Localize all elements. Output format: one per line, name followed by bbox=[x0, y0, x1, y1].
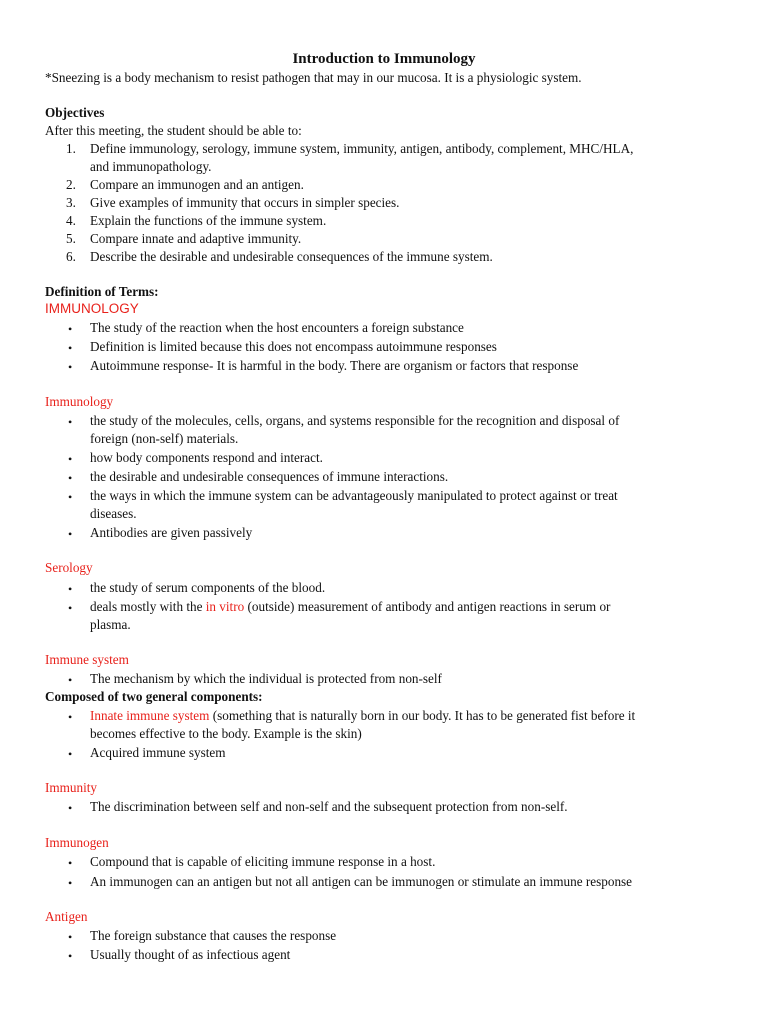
definition-text: The mechanism by which the individual is protected from non-self bbox=[90, 671, 442, 686]
objective-number: 2. bbox=[66, 177, 76, 192]
term-immunology-upper: IMMUNOLOGY bbox=[45, 301, 139, 316]
definition-text: becomes effective to the body. Example is the skin) bbox=[90, 726, 362, 741]
definition-text: Autoimmune response- It is harmful in the body. There are organism or factors that response bbox=[90, 358, 579, 373]
bullet-icon: • bbox=[68, 582, 73, 596]
definition-text: Definition is limited because this does not encompass autoimmune responses bbox=[90, 339, 497, 354]
objective-number: 6. bbox=[66, 249, 76, 264]
definition-text: the study of serum components of the blood. bbox=[90, 580, 326, 595]
term-immune-system: Immune system bbox=[45, 652, 129, 667]
definition-text: the desirable and undesirable consequences of immune interactions. bbox=[90, 469, 449, 484]
bullet-icon: • bbox=[68, 322, 73, 336]
bullet-icon: • bbox=[68, 747, 73, 761]
objective-text: Describe the desirable and undesirable consequences of the immune system. bbox=[90, 249, 493, 264]
definition-text: the study of the molecules, cells, organs, and systems responsible for the recognition and disposal of bbox=[90, 413, 620, 428]
definition-text: An immunogen can an antigen but not all antigen can be immunogen or stimulate an immune response bbox=[90, 874, 633, 889]
objective-text: Compare innate and adaptive immunity. bbox=[90, 231, 302, 246]
definition-text: Usually thought of as infectious agent bbox=[90, 947, 291, 962]
bullet-icon: • bbox=[68, 471, 73, 485]
text-run: deals mostly with the bbox=[90, 599, 206, 614]
objective-number: 1. bbox=[66, 141, 76, 156]
objective-text: Explain the functions of the immune system. bbox=[90, 213, 327, 228]
term-serology: Serology bbox=[45, 560, 93, 575]
objective-number: 5. bbox=[66, 231, 76, 246]
bullet-icon: • bbox=[68, 415, 73, 429]
term-antigen: Antigen bbox=[45, 909, 88, 924]
objective-text: and immunopathology. bbox=[90, 159, 212, 174]
definition-text bbox=[90, 598, 610, 616]
definition-text: Acquired immune system bbox=[90, 745, 226, 760]
term-immunology: Immunology bbox=[45, 394, 114, 409]
bullet-icon: • bbox=[68, 527, 73, 541]
objective-text: Compare an immunogen and an antigen. bbox=[90, 177, 304, 192]
definitions-heading: Definition of Terms: bbox=[45, 284, 159, 299]
bullet-icon: • bbox=[68, 876, 73, 890]
objective-text: Define immunology, serology, immune system, immunity, antigen, antibody, complement, MHC/HLA, bbox=[90, 141, 634, 156]
definition-text: Compound that is capable of eliciting immune response in a host. bbox=[90, 854, 436, 869]
bullet-icon: • bbox=[68, 360, 73, 374]
definition-text: Antibodies are given passively bbox=[90, 525, 253, 540]
bullet-icon: • bbox=[68, 673, 73, 687]
definition-text: how body components respond and interact. bbox=[90, 450, 323, 465]
text-run: (outside) measurement of antibody and antigen reactions in serum or bbox=[244, 599, 611, 614]
bullet-icon: • bbox=[68, 949, 73, 963]
objective-number: 4. bbox=[66, 213, 76, 228]
definition-text: foreign (non-self) materials. bbox=[90, 431, 239, 446]
components-heading: Composed of two general components: bbox=[45, 689, 263, 704]
bullet-icon: • bbox=[68, 341, 73, 355]
definition-text: diseases. bbox=[90, 506, 137, 521]
objectives-heading: Objectives bbox=[45, 105, 105, 120]
bullet-icon: • bbox=[68, 856, 73, 870]
definition-text: The foreign substance that causes the response bbox=[90, 928, 337, 943]
definition-text: plasma. bbox=[90, 617, 131, 632]
in-vitro-term: in vitro bbox=[205, 599, 245, 614]
innate-immune-term: Innate immune system bbox=[90, 708, 210, 723]
bullet-icon: • bbox=[68, 490, 73, 504]
objective-number: 3. bbox=[66, 195, 76, 210]
bullet-icon: • bbox=[68, 452, 73, 466]
bullet-icon: • bbox=[68, 801, 73, 815]
objective-text: Give examples of immunity that occurs in simpler species. bbox=[90, 195, 400, 210]
objectives-lead: After this meeting, the student should be able to: bbox=[45, 123, 302, 138]
definition-text: The discrimination between self and non-self and the subsequent protection from non-self. bbox=[90, 799, 568, 814]
definition-text: the ways in which the immune system can be advantageously manipulated to protect against or treat bbox=[90, 488, 618, 503]
bullet-icon: • bbox=[68, 710, 73, 724]
intro-note: *Sneezing is a body mechanism to resist pathogen that may in our mucosa. It is a physiologic system. bbox=[45, 70, 582, 85]
term-immunogen: Immunogen bbox=[45, 835, 109, 850]
document-title: Introduction to Immunology bbox=[292, 51, 476, 67]
text-run: (something that is naturally born in our body. It has to be generated fist before it bbox=[209, 708, 636, 723]
bullet-icon: • bbox=[68, 930, 73, 944]
definition-text: The study of the reaction when the host encounters a foreign substance bbox=[90, 320, 464, 335]
bullet-icon: • bbox=[68, 601, 73, 615]
definition-text bbox=[90, 707, 635, 725]
term-immunity: Immunity bbox=[45, 780, 98, 795]
